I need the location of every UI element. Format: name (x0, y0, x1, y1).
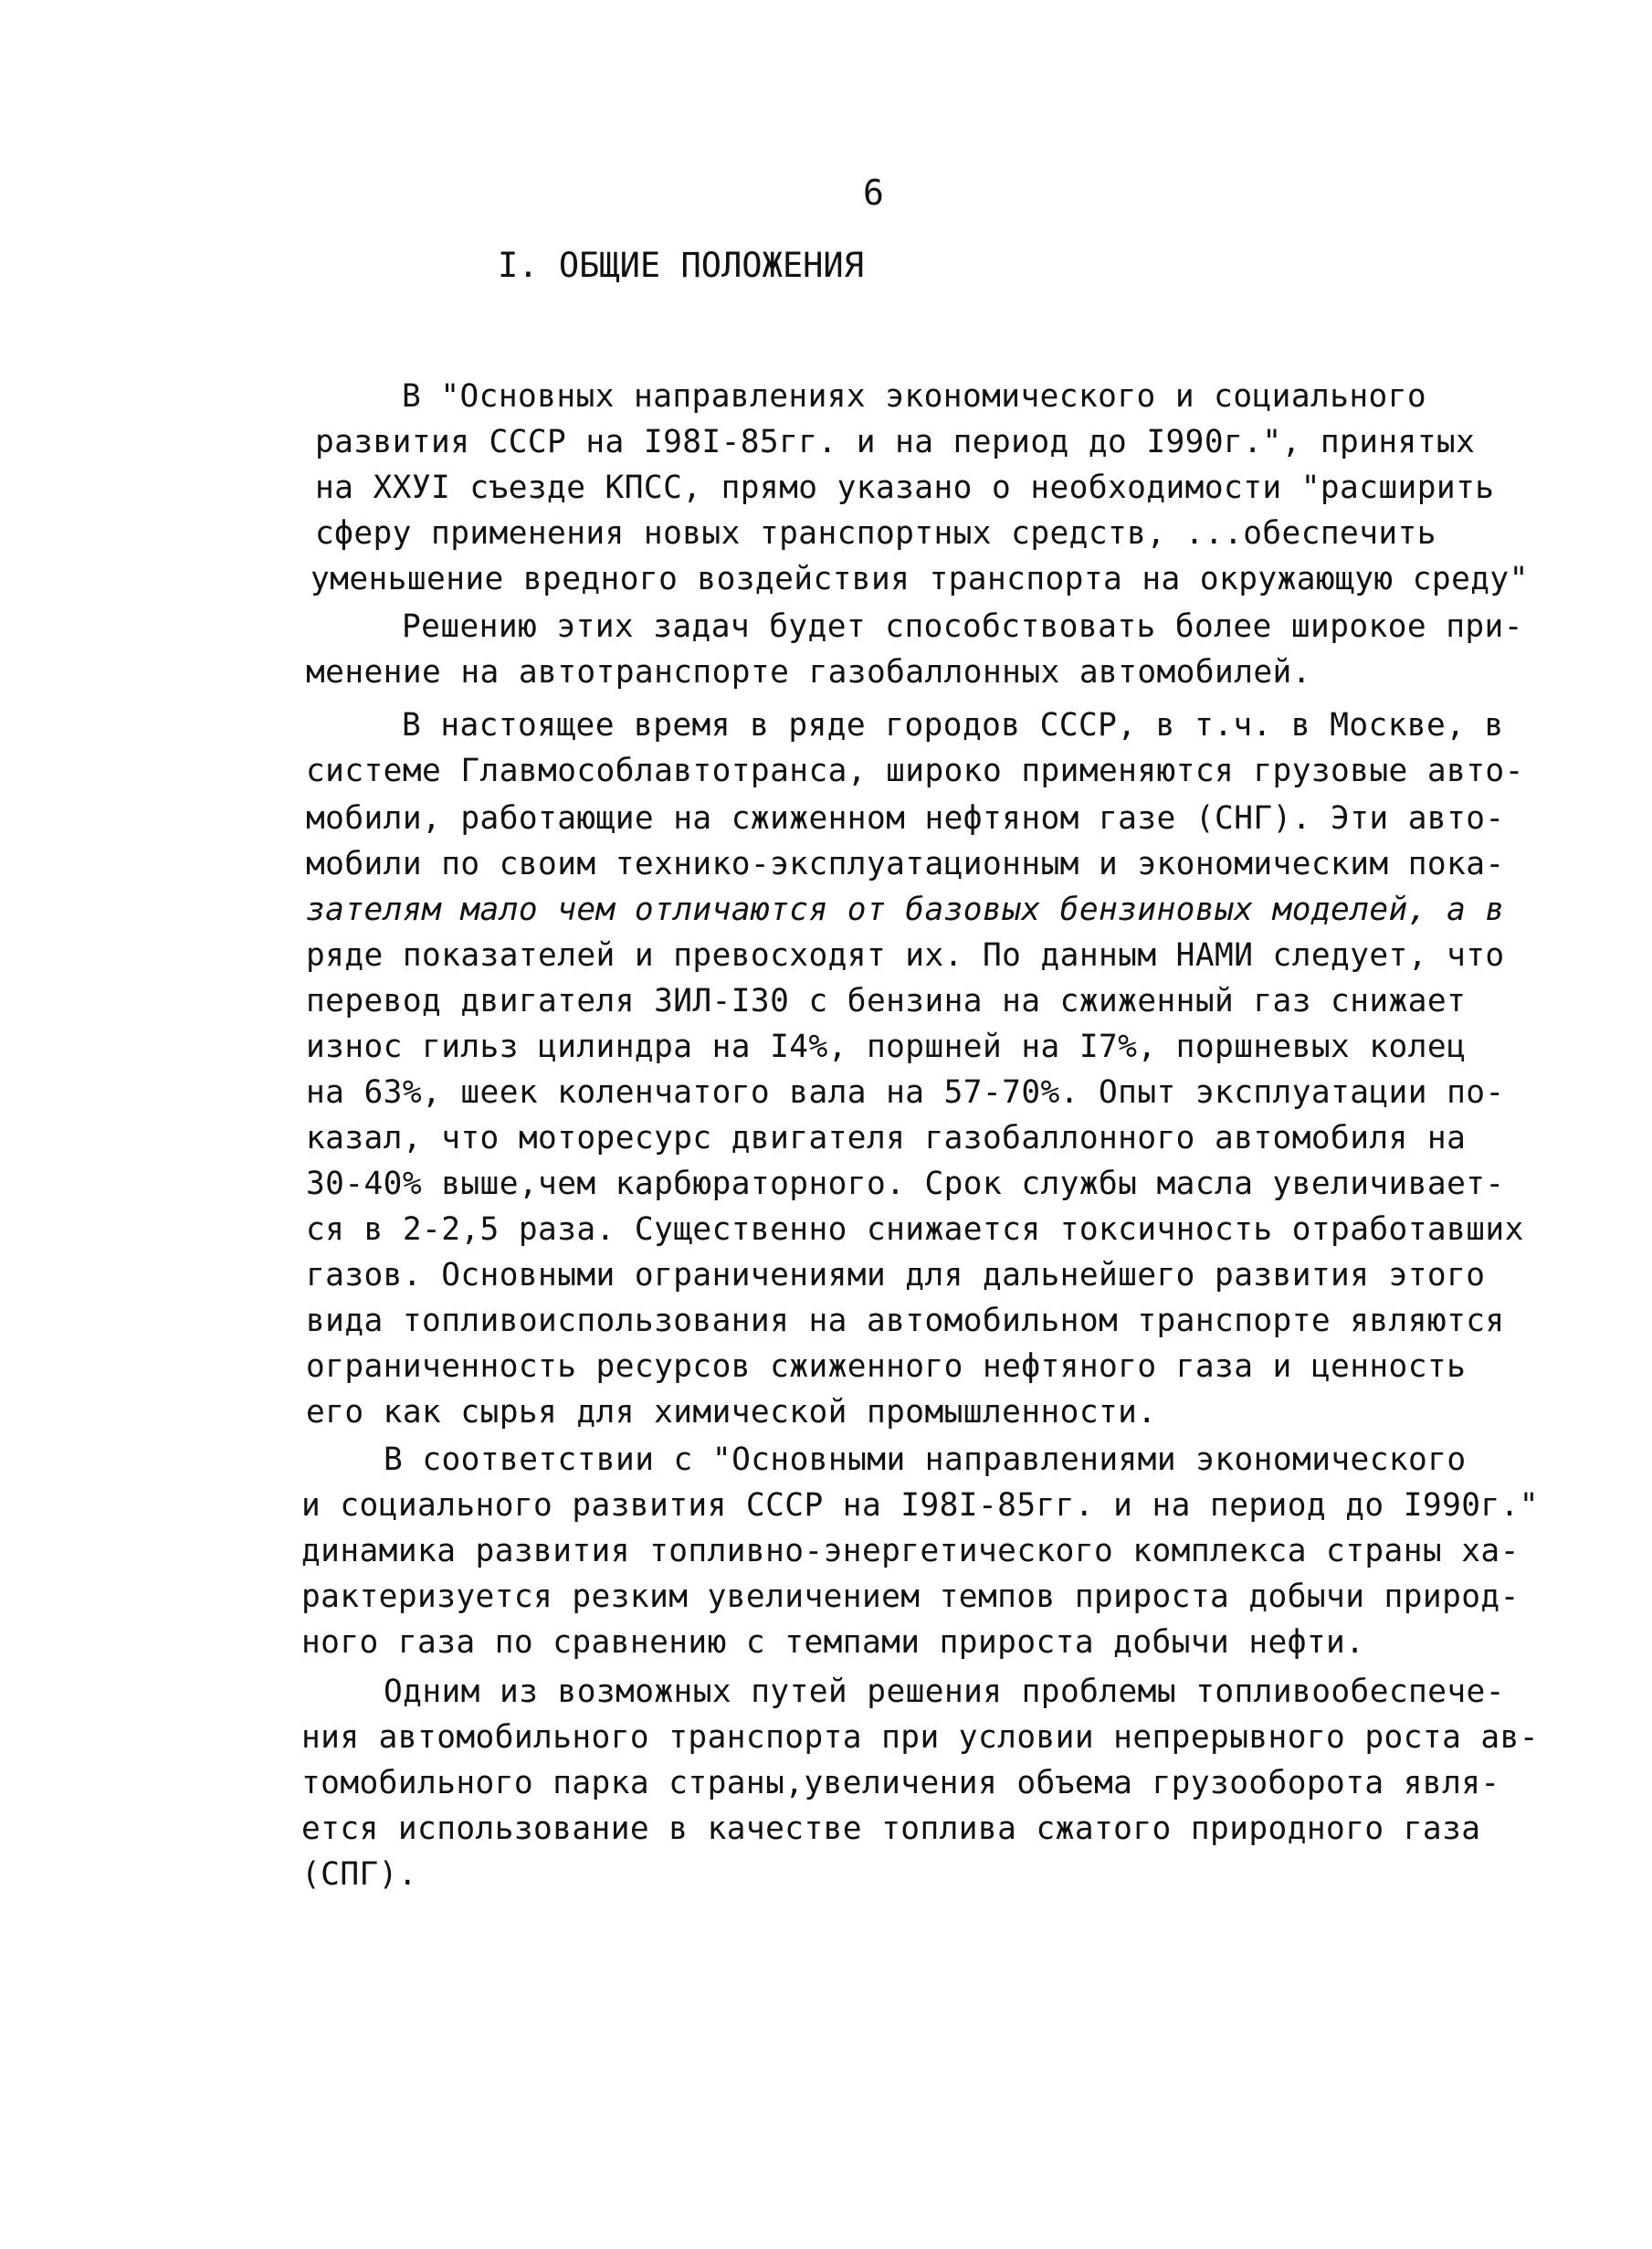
text-line: 30-40% выше,чем карбюраторного. Срок службы масла увеличивает- (306, 1166, 1505, 1202)
text-line: уменьшение вредного воздействия транспорта на окружающую среду" (310, 561, 1529, 597)
text-line: В соответствии с "Основными направлениями экономического (384, 1441, 1467, 1478)
text-line: томобильного парка страны,увеличения объема грузооборота явля- (301, 1765, 1500, 1801)
text-line: ния автомобильного транспорта при условии непрерывного роста ав- (301, 1719, 1539, 1756)
text-line: ограниченность ресурсов сжиженного нефтяного газа и ценность (306, 1348, 1467, 1385)
text-line: казал, что моторесурс двигателя газобаллонного автомобиля на (306, 1120, 1467, 1156)
text-line: на XXУI съезде КПСС, прямо указано о необходимости "расширить (315, 470, 1495, 506)
text-line: Одним из возможных путей решения проблемы топливообеспече- (384, 1674, 1505, 1710)
text-line: Решению этих задач будет способствовать более широкое при- (402, 608, 1523, 645)
text-line: перевод двигателя ЗИЛ-I30 с бензина на сжиженный газ снижает (306, 983, 1467, 1019)
text-line: ся в 2-2,5 раза. Существенно снижается токсичность отработавших (306, 1211, 1524, 1248)
text-line: ного газа по сравнению с темпами прироста добычи нефти. (301, 1624, 1365, 1661)
text-line: вида топливоиспользования на автомобильном транспорте являются (306, 1303, 1505, 1339)
text-line: динамика развития топливно-энергетического комплекса страны ха- (301, 1533, 1520, 1569)
text-line: системе Главмособлавтотранса, широко применяются грузовые авто- (306, 753, 1524, 789)
text-line: газов. Основными ограничениями для дальнейшего развития этого (306, 1257, 1486, 1293)
text-line: на 63%, шеек коленчатого вала на 57-70%. Опыт эксплуатации по- (306, 1074, 1505, 1111)
text-line: менение на автотранспорте газобаллонных автомобилей. (306, 654, 1311, 691)
text-line: мобили по своим технико-эксплуатационным и экономическим пока- (306, 846, 1505, 882)
text-line: В "Основных направлениях экономического и социального (402, 378, 1427, 415)
text-line: мобили, работающие на сжиженном нефтяном газе (СНГ). Эти авто- (306, 800, 1505, 837)
text-line: и социального развития СССР на I98I-85гг. и на период до I990г." (301, 1487, 1539, 1524)
text-line: ряде показателей и превосходят их. По данным НАМИ следует, что (306, 937, 1505, 974)
text-line: износ гильз цилиндра на I4%, поршней на I7%, поршневых колец (306, 1029, 1467, 1065)
text-line: его как сырья для химической промышленности. (306, 1394, 1157, 1431)
text-line: (СПГ). (301, 1856, 418, 1893)
text-line: сферу применения новых транспортных средств, ...обеспечить (315, 515, 1436, 552)
text-line: рактеризуется резким увеличением темпов прироста добычи природ- (301, 1579, 1520, 1615)
text-line: развития СССР на I98I-85гг. и на период до I990г.", принятых (315, 424, 1476, 460)
text-line: В настоящее время в ряде городов СССР, в т.ч. в Москве, в (402, 707, 1504, 744)
text-line: ется использование в качестве топлива сжатого природного газа (301, 1811, 1481, 1847)
page-number: 6 (863, 173, 884, 213)
text-line: зателям мало чем отличаются от базовых бензиновых моделей, а в (306, 892, 1505, 928)
section-title: I. ОБЩИЕ ПОЛОЖЕНИЯ (498, 246, 864, 285)
